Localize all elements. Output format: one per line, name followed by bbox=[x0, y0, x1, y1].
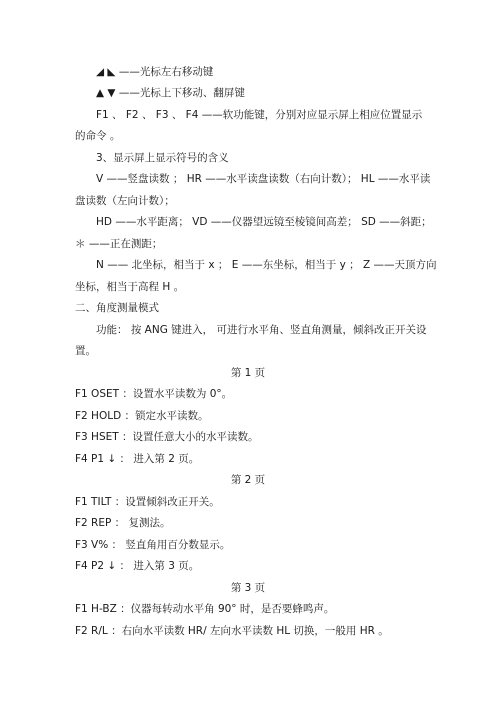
page-3-heading: 第 3 页 bbox=[230, 582, 266, 594]
page-1-f3-line: F3 HSET ：设置任意大小的水平读数。 bbox=[75, 431, 259, 443]
symbols-vertical-horizontal-line-cont: 盘读数（左向计数）； bbox=[75, 195, 175, 207]
page-2-f3-line: F3 V% ： 竖直角用百分数显示。 bbox=[75, 539, 231, 551]
section-angle-mode-heading: 二、角度测量模式 bbox=[75, 302, 159, 314]
section-display-symbols-heading: 3、显示屏上显示符号的含义 bbox=[96, 152, 229, 164]
page-2-f2-line: F2 REP ： 复测法。 bbox=[75, 517, 171, 529]
page-1-f4-line: F4 P1 ↓ ： 进入第 2 页。 bbox=[75, 453, 200, 465]
page-1-f2-line: F2 HOLD ：锁定水平读数。 bbox=[75, 410, 209, 422]
symbols-distance-line: HD ——水平距离； VD ——仪器望远镜至棱镜间高差； SD ——斜距； bbox=[96, 216, 432, 228]
soft-function-keys-line-cont: 的命令 。 bbox=[75, 130, 121, 142]
symbols-measuring-line: ＊ ——正在测距； bbox=[75, 238, 163, 250]
soft-function-keys-line: F1 、 F2 、 F3 、 F4 ——软功能键，分别对应显示屏上相应位置显示 bbox=[96, 109, 423, 121]
symbols-coordinates-line-cont: 坐标，相当于高程 H 。 bbox=[75, 281, 185, 293]
angle-mode-function-line-cont: 置。 bbox=[75, 345, 96, 357]
angle-mode-function-line: 功能： 按 ANG 键进入， 可进行水平角、竖直角测量，倾斜改正开关设 bbox=[96, 324, 427, 336]
cursor-left-right-keys-line: ◢ ◣ ——光标左右移动键 bbox=[96, 66, 214, 78]
page-1-f1-line: F1 OSET ：设置水平读数为 0°。 bbox=[75, 388, 233, 400]
page-2-f1-line: F1 TILT ：设置倾斜改正开关。 bbox=[75, 496, 220, 508]
symbols-coordinates-line: N —— 北坐标，相当于 x ； E ——东坐标，相当于 y ； Z ——天顶方向 bbox=[96, 259, 437, 271]
page-3-f1-line: F1 H-BZ ：仪器每转动水平角 90° 时，是否要蜂鸣声。 bbox=[75, 603, 335, 615]
page-2-f4-line: F4 P2 ↓ ： 进入第 3 页。 bbox=[75, 560, 200, 572]
symbols-vertical-horizontal-line: V ——竖盘读数 ； HR ——水平读盘读数（右向计数）； HL ——水平读 bbox=[96, 173, 431, 185]
page-3-f2-line: F2 R/L ：右向水平读数 HR/ 左向水平读数 HL 切换，一般用 HR 。 bbox=[75, 625, 389, 637]
page-2-heading: 第 2 页 bbox=[230, 474, 266, 486]
cursor-up-down-keys-line: ▲ ▼ ——光标上下移动、翻屏键 bbox=[96, 87, 245, 99]
page-1-heading: 第 1 页 bbox=[230, 367, 266, 379]
